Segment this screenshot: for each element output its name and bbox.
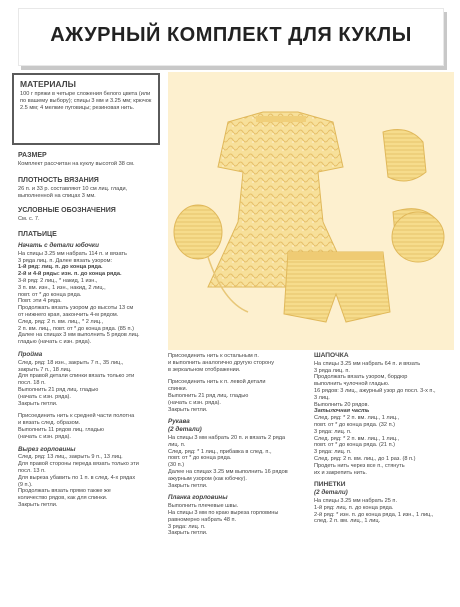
text-line: 3 ряда лиц. п. Далее вязать узором: xyxy=(18,257,113,264)
hat-heading: ШАПОЧКА xyxy=(314,352,349,359)
text-line: След. ряд: * 2 п. вм. лиц., 1 лиц., xyxy=(314,435,400,442)
booties-heading: ПИНЕТКИ xyxy=(314,481,346,489)
text-line: выполнить чулочной гладью. xyxy=(314,381,390,388)
text-line: повт. от * до конца ряда. xyxy=(168,455,232,462)
bonnet-right-shape xyxy=(392,212,444,262)
text-line: закрыть 7 п., 18 лиц. xyxy=(18,366,72,373)
gauge-heading: ПЛОТНОСТЬ ВЯЗАНИЯ xyxy=(18,177,99,184)
text-line: Присоединить нить к остальным п. xyxy=(168,353,259,359)
text-line: На спицы 3.25 мм набрать 25 п. xyxy=(314,497,398,504)
text-line: (9 п.). xyxy=(18,481,33,488)
materials-heading: МАТЕРИАЛЫ xyxy=(20,79,76,89)
text-line: (начать с изн. ряда). xyxy=(18,393,71,400)
skirt-subheading: Начать с детали юбочки xyxy=(18,242,99,249)
text-line: в зеркальном отображении. xyxy=(168,366,241,373)
text-line: 3 ряда лиц. п. xyxy=(314,367,350,374)
text-line: На спицы 3.25 мм набрать 64 п. и вязать xyxy=(314,360,421,367)
bonnet-left-shape xyxy=(174,205,222,259)
text-line: 2 п. вм. лиц., повт. от * до конца ряда. (85 п.) xyxy=(18,325,134,332)
middle-instructions xyxy=(168,353,298,537)
booties-subheading: (2 детали) xyxy=(314,489,348,497)
text-line: 2-й ряд: * изн. п. до конца ряда, 1 изн., 1 лиц., xyxy=(314,511,434,518)
text-line: Выполнить 21 ряд лиц. гладью xyxy=(168,392,249,399)
text-line: (начать с изн. ряда). xyxy=(18,433,71,440)
text-line: Закрыть петли. xyxy=(18,400,58,407)
text-line: Присоединить нить к средней части полотна xyxy=(18,413,135,420)
text-line: след. 2 п. вм. лиц., 1 лиц. xyxy=(314,518,381,525)
abbr-text: См. с. 7. xyxy=(18,216,40,222)
text-line: 2-й и 4-й ряды: изн. п. до конца ряда. xyxy=(18,271,122,278)
text-line: Для правой стороны переда вязать только эти xyxy=(18,461,139,468)
product-photo xyxy=(168,72,454,350)
text-line: 3-й ряд: 2 лиц., * накид, 1 изн., xyxy=(18,277,98,284)
text-line: от нижнего края, закончить 4-м рядом. xyxy=(18,311,119,318)
dress-instructions xyxy=(18,243,168,509)
text-line: количество рядов, как для спинки. xyxy=(18,495,108,502)
text-line: их и закрепить нить. xyxy=(314,469,367,476)
text-line: На спицы 3.25 мм набрать 114 п. и вязать xyxy=(18,250,127,257)
armhole-subheading: Пройма xyxy=(18,350,43,358)
title-band xyxy=(18,8,444,66)
text-line: 1-й ряд: лиц. п. до конца ряда. xyxy=(314,504,394,511)
text-line: Выполнить плечевые швы. xyxy=(168,503,239,510)
size-text: Комплект рассчитан на куклу высотой 38 см. xyxy=(18,161,135,167)
text-line: и выполнить аналогично другую сторону xyxy=(168,359,274,366)
text-line: Для правой детали спинки вязать только эти xyxy=(18,373,135,380)
neckband-heading: Планка горловины xyxy=(168,494,228,502)
text-line: Выполнить 11 рядов лиц. гладью xyxy=(18,426,104,433)
sleeves-heading: Рукава xyxy=(168,418,190,426)
text-line: повт. от * до конца ряда. (21 п.) xyxy=(314,442,396,449)
text-line: Присоединить нить к п. левой детали xyxy=(168,379,266,386)
text-line: 1-й ряд: лиц. п. до конца ряда. xyxy=(18,264,103,271)
text-line: На спицы 3 мм набрать 20 п. и вязать 2 ряда xyxy=(168,434,286,441)
page-title: АЖУРНЫЙ КОМПЛЕКТ ДЛЯ КУКЛЫ xyxy=(50,24,412,46)
text-line: Выполнить 20 рядов. xyxy=(314,401,370,408)
right-instructions xyxy=(314,353,454,525)
text-line: След. ряд: 2 п. вм. лиц., * 2 лиц., xyxy=(18,318,104,325)
text-line: Закрыть петли. xyxy=(168,530,208,537)
materials-box xyxy=(12,73,160,145)
text-line: След. ряд: 18 изн., закрыть 7 п., 35 лиц., xyxy=(18,359,124,366)
text-line: Продолжать вязать прямо также же xyxy=(18,488,111,495)
text-line: Закрыть петли. xyxy=(18,501,58,508)
text-line: Повт. эти 4 ряда. xyxy=(18,298,62,305)
abbr-heading: УСЛОВНЫЕ ОБОЗНАЧЕНИЯ xyxy=(18,207,116,214)
text-line: ажурным узором (как юбочку). xyxy=(168,475,247,482)
text-line: посл. 18 п. xyxy=(18,380,46,387)
text-line: 16 рядов: 3 лиц., ажурный узор до посл. 3-х п., xyxy=(314,387,436,394)
gauge-text: 26 п. и 33 р. составляют 10 см лиц. глади, выполненной на спицах 3 мм. xyxy=(18,186,128,199)
text-line: посл. 13 п. xyxy=(18,467,46,474)
text-line: (начать с изн. ряда). xyxy=(168,399,221,406)
text-line: 3 ряда: лиц. п. xyxy=(314,428,352,435)
dress-heading: ПЛАТЬИЦЕ xyxy=(18,231,57,238)
text-line: Далее на спицах 3.25 мм выполнить 16 рядов xyxy=(168,468,288,475)
text-line: Продолжать вязать узором до высоты 13 см xyxy=(18,305,134,312)
text-line: равномерно набрать 48 п. xyxy=(168,516,237,523)
text-line: гладью (начать с изн. ряда). xyxy=(18,339,92,346)
text-line: повт. от * до конца ряда. (32 п.) xyxy=(314,421,396,428)
neckline-subheading: Вырез горловины xyxy=(18,445,76,453)
text-line: Закрыть петли. xyxy=(168,482,208,489)
text-line: След. ряд: * 2 п. вм. лиц., 1 лиц., xyxy=(314,415,400,422)
text-line: След. ряд: 13 лиц., закрыть 9 п., 13 лиц. xyxy=(18,454,123,461)
text-line: Продолжать вязать узором, бордюр xyxy=(314,374,408,381)
text-line: 3 п. вм. изн., 1 изн., накид, 2 лиц., xyxy=(18,284,106,291)
text-line: След. ряд: 2 п. вм. лиц., до 1 раз. (8 п.) xyxy=(314,455,416,462)
text-line: Выполнить 21 ряд лиц. гладью xyxy=(18,386,99,393)
text-line: На спицы 3 мм по краю выреза горловины xyxy=(168,509,279,516)
text-line: 3 ряда: лиц. п. xyxy=(168,523,206,530)
text-line: След. ряд: * 1 лиц., прибавка в след. п., xyxy=(168,448,272,455)
text-line: 3 лиц. xyxy=(314,394,330,401)
text-line: и вязать след. образом. xyxy=(18,420,81,427)
sleeves-subheading: (2 детали) xyxy=(168,426,202,434)
text-line: Закрыть петли. xyxy=(168,406,208,413)
text-line: Для выреза убавить по 1 п. в след. 4-х рядах xyxy=(18,474,136,481)
text-line: Далее на спицах 3 мм выполнить 5 рядов лиц. xyxy=(18,332,140,339)
size-heading: РАЗМЕР xyxy=(18,152,47,159)
text-line: Продеть нить через все п., стянуть xyxy=(314,462,405,469)
text-line: Затылочная часть xyxy=(314,408,370,415)
text-line: повт. от * до конца ряда. xyxy=(18,291,82,298)
text-line: лиц. п. xyxy=(168,441,186,448)
text-line: спинки. xyxy=(168,386,188,393)
materials-text: 100 г пряжи в четыре сложения белого цвета (или по вашему выбору); спицы 3 мм и 3.25 мм; крючок 2.5 мм; 4 мелкие пуговицы; резиновая нить. xyxy=(20,91,152,111)
text-line: (30 п.) xyxy=(168,462,185,469)
text-line: 3 ряда: лиц. п. xyxy=(314,449,352,456)
knitted-set-image xyxy=(168,72,454,350)
